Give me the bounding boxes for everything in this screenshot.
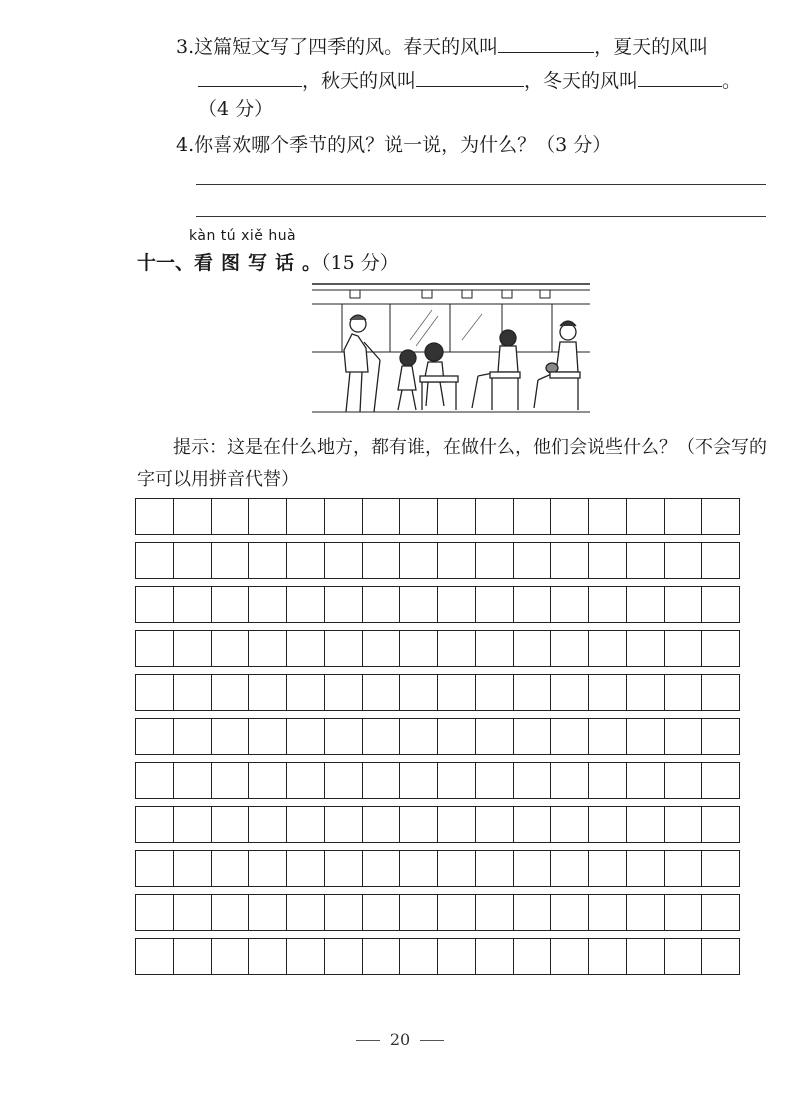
question-3-line-1	[176, 34, 708, 58]
grid-cell[interactable]	[400, 939, 438, 974]
section-11-title-end: 。	[302, 252, 322, 274]
grid-cell[interactable]	[400, 851, 438, 886]
grid-cell[interactable]	[363, 939, 401, 974]
grid-cell[interactable]	[212, 763, 250, 798]
section-11-number: 十一、	[137, 252, 195, 274]
grid-cell[interactable]	[627, 587, 665, 622]
grid-cell[interactable]	[212, 719, 250, 754]
grid-cell[interactable]	[589, 543, 627, 578]
grid-row	[135, 894, 740, 931]
grid-cell[interactable]	[551, 895, 589, 930]
grid-cell[interactable]	[325, 631, 363, 666]
grid-cell[interactable]	[212, 939, 250, 974]
grid-cell[interactable]	[325, 895, 363, 930]
grid-cell[interactable]	[589, 587, 627, 622]
question-3-text-2: ，夏天的风叫	[594, 36, 709, 58]
grid-cell[interactable]	[665, 851, 703, 886]
grid-cell[interactable]	[665, 719, 703, 754]
grid-cell[interactable]	[174, 851, 212, 886]
grid-cell[interactable]	[627, 895, 665, 930]
grid-cell[interactable]	[476, 499, 514, 534]
grid-cell[interactable]	[174, 587, 212, 622]
grid-cell[interactable]	[627, 675, 665, 710]
grid-cell[interactable]	[438, 543, 476, 578]
grid-cell[interactable]	[212, 675, 250, 710]
grid-cell[interactable]	[627, 763, 665, 798]
grid-cell[interactable]	[665, 895, 703, 930]
grid-cell[interactable]	[136, 939, 174, 974]
grid-cell[interactable]	[551, 763, 589, 798]
grid-cell[interactable]	[325, 763, 363, 798]
grid-cell[interactable]	[589, 631, 627, 666]
grid-cell[interactable]	[551, 543, 589, 578]
grid-cell[interactable]	[627, 631, 665, 666]
grid-cell[interactable]	[438, 939, 476, 974]
grid-cell[interactable]	[136, 499, 174, 534]
question-3-text-3: ，秋天的风叫	[302, 70, 417, 92]
grid-cell[interactable]	[400, 631, 438, 666]
grid-cell[interactable]	[476, 543, 514, 578]
grid-cell[interactable]	[363, 851, 401, 886]
grid-cell[interactable]	[249, 587, 287, 622]
grid-cell[interactable]	[363, 719, 401, 754]
question-3-line-2	[198, 68, 741, 92]
grid-cell[interactable]	[287, 763, 325, 798]
grid-cell[interactable]	[136, 895, 174, 930]
grid-cell[interactable]	[665, 631, 703, 666]
grid-cell[interactable]	[627, 543, 665, 578]
grid-cell[interactable]	[665, 543, 703, 578]
grid-cell[interactable]	[325, 587, 363, 622]
grid-cell[interactable]	[363, 543, 401, 578]
grid-cell[interactable]	[476, 763, 514, 798]
grid-cell[interactable]	[476, 895, 514, 930]
grid-cell[interactable]	[287, 675, 325, 710]
grid-cell[interactable]	[627, 499, 665, 534]
grid-cell[interactable]	[702, 543, 740, 578]
grid-cell[interactable]	[551, 807, 589, 842]
grid-cell[interactable]	[438, 895, 476, 930]
grid-cell[interactable]	[325, 543, 363, 578]
grid-cell[interactable]	[136, 851, 174, 886]
answer-line-1[interactable]	[196, 184, 766, 185]
grid-row	[135, 498, 740, 535]
grid-cell[interactable]	[212, 895, 250, 930]
bus-scene-illustration	[312, 280, 590, 420]
grid-cell[interactable]	[325, 675, 363, 710]
grid-cell[interactable]	[514, 939, 552, 974]
grid-cell[interactable]	[136, 543, 174, 578]
grid-cell[interactable]	[627, 719, 665, 754]
grid-cell[interactable]	[136, 631, 174, 666]
grid-cell[interactable]	[363, 675, 401, 710]
grid-cell[interactable]	[476, 851, 514, 886]
grid-cell[interactable]	[363, 499, 401, 534]
grid-cell[interactable]	[476, 587, 514, 622]
grid-cell[interactable]	[363, 631, 401, 666]
grid-cell[interactable]	[702, 499, 740, 534]
grid-cell[interactable]	[514, 631, 552, 666]
grid-cell[interactable]	[363, 587, 401, 622]
grid-cell[interactable]	[400, 587, 438, 622]
grid-cell[interactable]	[551, 587, 589, 622]
page-number	[0, 1030, 800, 1049]
grid-cell[interactable]	[325, 939, 363, 974]
grid-cell[interactable]	[702, 807, 740, 842]
grid-cell[interactable]	[174, 895, 212, 930]
grid-cell[interactable]	[627, 851, 665, 886]
grid-cell[interactable]	[212, 631, 250, 666]
grid-cell[interactable]	[438, 719, 476, 754]
grid-cell[interactable]	[514, 587, 552, 622]
grid-cell[interactable]	[212, 499, 250, 534]
grid-row	[135, 718, 740, 755]
grid-cell[interactable]	[702, 719, 740, 754]
grid-cell[interactable]	[551, 499, 589, 534]
grid-cell[interactable]	[287, 807, 325, 842]
grid-row	[135, 762, 740, 799]
grid-cell[interactable]	[665, 587, 703, 622]
question-3-text-5: 。	[722, 70, 742, 92]
question-4-text: 4.你喜欢哪个季节的风？说一说，为什么？（3 分）	[176, 134, 612, 156]
grid-cell[interactable]	[589, 763, 627, 798]
grid-cell[interactable]	[438, 851, 476, 886]
grid-cell[interactable]	[514, 719, 552, 754]
grid-cell[interactable]	[476, 675, 514, 710]
grid-cell[interactable]	[249, 543, 287, 578]
grid-cell[interactable]	[476, 939, 514, 974]
grid-cell[interactable]	[400, 763, 438, 798]
grid-row	[135, 630, 740, 667]
grid-cell[interactable]	[514, 675, 552, 710]
grid-cell[interactable]	[136, 807, 174, 842]
grid-cell[interactable]	[325, 851, 363, 886]
section-11-pinyin: kàn tú xiě huà	[189, 228, 297, 244]
grid-cell[interactable]	[363, 763, 401, 798]
grid-cell[interactable]	[249, 719, 287, 754]
grid-cell[interactable]	[363, 895, 401, 930]
grid-cell[interactable]	[174, 675, 212, 710]
grid-cell[interactable]	[514, 851, 552, 886]
grid-cell[interactable]	[514, 807, 552, 842]
grid-cell[interactable]	[476, 631, 514, 666]
grid-cell[interactable]	[249, 851, 287, 886]
grid-cell[interactable]	[702, 851, 740, 886]
grid-row	[135, 586, 740, 623]
grid-cell[interactable]	[325, 499, 363, 534]
grid-cell[interactable]	[438, 587, 476, 622]
grid-cell[interactable]	[702, 763, 740, 798]
grid-cell[interactable]	[476, 719, 514, 754]
grid-cell[interactable]	[174, 631, 212, 666]
grid-cell[interactable]	[212, 587, 250, 622]
page-number-value: 20	[389, 1030, 411, 1049]
grid-cell[interactable]	[400, 499, 438, 534]
grid-cell[interactable]	[589, 807, 627, 842]
grid-cell[interactable]	[514, 543, 552, 578]
grid-cell[interactable]	[212, 543, 250, 578]
blank-spring-wind[interactable]	[498, 34, 594, 53]
grid-cell[interactable]	[627, 939, 665, 974]
grid-cell[interactable]	[665, 675, 703, 710]
grid-cell[interactable]	[514, 763, 552, 798]
grid-cell[interactable]	[665, 807, 703, 842]
grid-cell[interactable]	[249, 895, 287, 930]
grid-cell[interactable]	[325, 719, 363, 754]
grid-cell[interactable]	[136, 763, 174, 798]
grid-cell[interactable]	[174, 499, 212, 534]
grid-cell[interactable]	[174, 807, 212, 842]
question-3-points: （4 分）	[198, 98, 274, 120]
grid-cell[interactable]	[702, 587, 740, 622]
grid-cell[interactable]	[136, 587, 174, 622]
section-11-heading	[137, 248, 399, 275]
grid-cell[interactable]	[287, 895, 325, 930]
grid-cell[interactable]	[589, 499, 627, 534]
grid-cell[interactable]	[400, 807, 438, 842]
grid-cell[interactable]	[249, 631, 287, 666]
grid-cell[interactable]	[514, 499, 552, 534]
grid-cell[interactable]	[589, 939, 627, 974]
grid-cell[interactable]	[174, 543, 212, 578]
grid-cell[interactable]	[551, 631, 589, 666]
grid-cell[interactable]	[174, 719, 212, 754]
question-3-text-1: 3.这篇短文写了四季的风。春天的风叫	[176, 36, 499, 58]
grid-cell[interactable]	[702, 895, 740, 930]
grid-cell[interactable]	[551, 675, 589, 710]
grid-cell[interactable]	[136, 719, 174, 754]
grid-row	[135, 850, 740, 887]
grid-cell[interactable]	[665, 763, 703, 798]
page-dash-left	[356, 1040, 380, 1041]
grid-cell[interactable]	[438, 807, 476, 842]
grid-cell[interactable]	[589, 675, 627, 710]
grid-cell[interactable]	[400, 675, 438, 710]
grid-cell[interactable]	[174, 763, 212, 798]
grid-row	[135, 806, 740, 843]
grid-cell[interactable]	[287, 719, 325, 754]
grid-cell[interactable]	[476, 807, 514, 842]
grid-cell[interactable]	[400, 895, 438, 930]
question-3-text-4: ，冬天的风叫	[524, 70, 639, 92]
grid-cell[interactable]	[287, 499, 325, 534]
grid-cell[interactable]	[287, 939, 325, 974]
grid-cell[interactable]	[287, 631, 325, 666]
grid-row	[135, 674, 740, 711]
grid-cell[interactable]	[136, 675, 174, 710]
grid-cell[interactable]	[249, 499, 287, 534]
grid-cell[interactable]	[287, 543, 325, 578]
grid-cell[interactable]	[665, 939, 703, 974]
grid-cell[interactable]	[212, 851, 250, 886]
grid-cell[interactable]	[702, 631, 740, 666]
grid-cell[interactable]	[249, 675, 287, 710]
grid-row	[135, 542, 740, 579]
grid-cell[interactable]	[438, 631, 476, 666]
grid-cell[interactable]	[212, 807, 250, 842]
grid-cell[interactable]	[249, 763, 287, 798]
grid-cell[interactable]	[249, 807, 287, 842]
grid-cell[interactable]	[665, 499, 703, 534]
grid-cell[interactable]	[400, 719, 438, 754]
grid-cell[interactable]	[589, 719, 627, 754]
grid-cell[interactable]	[514, 895, 552, 930]
section-11-points: （15 分）	[321, 252, 399, 274]
grid-cell[interactable]	[287, 851, 325, 886]
blank-summer-wind[interactable]	[198, 68, 302, 87]
grid-cell[interactable]	[589, 851, 627, 886]
blank-autumn-wind[interactable]	[416, 68, 524, 87]
grid-cell[interactable]	[174, 939, 212, 974]
writing-grid[interactable]	[135, 498, 740, 975]
grid-cell[interactable]	[702, 939, 740, 974]
answer-line-2[interactable]	[196, 216, 766, 217]
section-11-title: 看图写话	[194, 252, 303, 274]
page-dash-right	[420, 1040, 444, 1041]
grid-cell[interactable]	[287, 587, 325, 622]
grid-cell[interactable]	[438, 763, 476, 798]
grid-cell[interactable]	[551, 719, 589, 754]
grid-cell[interactable]	[363, 807, 401, 842]
grid-cell[interactable]	[325, 807, 363, 842]
grid-cell[interactable]	[589, 895, 627, 930]
hint-text: 提示：这是在什么地方，都有谁，在做什么，他们会说些什么？（不会写的字可以用拼音代替）	[137, 437, 767, 490]
grid-cell[interactable]	[627, 807, 665, 842]
blank-winter-wind[interactable]	[638, 68, 722, 87]
grid-row	[135, 938, 740, 975]
grid-cell[interactable]	[551, 851, 589, 886]
grid-cell[interactable]	[438, 499, 476, 534]
grid-cell[interactable]	[438, 675, 476, 710]
grid-cell[interactable]	[702, 675, 740, 710]
grid-cell[interactable]	[551, 939, 589, 974]
grid-cell[interactable]	[400, 543, 438, 578]
grid-cell[interactable]	[249, 939, 287, 974]
